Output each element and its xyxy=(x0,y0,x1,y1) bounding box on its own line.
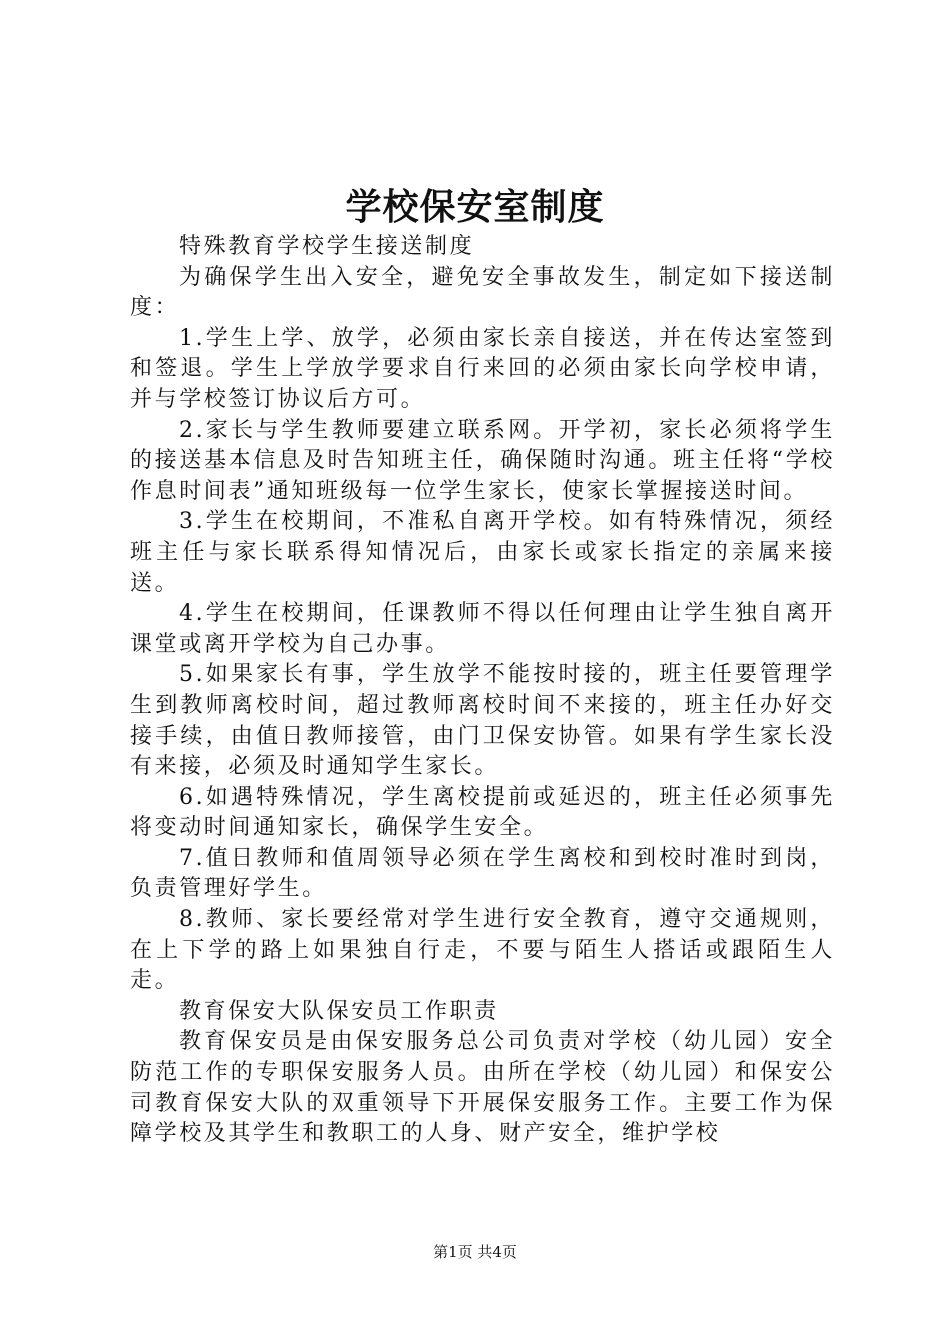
rule-item: 4.学生在校期间，任课教师不得以任何理由让学生独自离开课堂或离开学校为自己办事。 xyxy=(130,601,835,657)
document-body xyxy=(130,232,835,1150)
rule-item: 8.教师、家长要经常对学生进行安全教育，遵守交通规则，在上下学的路上如果独自行走，不要与陌生人搭话或跟陌生人走。 xyxy=(130,907,835,994)
rule-item: 7.值日教师和值周领导必须在学生离校和到校时准时到岗，负责管理好学生。 xyxy=(130,845,835,902)
rule-item: 2.家长与学生教师要建立联系网。开学初，家长必须将学生的接送基本信息及时告知班主任，确保随时沟通。班主任将“学校作息时间表”通知班级每一位学生家长，使家长掌握接送时间。 xyxy=(130,417,835,504)
rule-item: 5.如果家长有事，学生放学不能按时接的，班主任要管理学生到教师离校时间，超过教师离校时间不来接的，班主任办好交接手续，由值日教师接管，由门卫保安协管。如果有学生家长没有来接，必须及时通知学生家长。 xyxy=(130,662,835,780)
document-title: 学校保安室制度 xyxy=(345,187,605,228)
page-footer: 第1页 共4页 xyxy=(433,1243,517,1261)
paragraph: 教育保安员是由保安服务总公司负责对学校（幼儿园）安全防范工作的专职保安服务人员。由所在学校（幼儿园）和保安公司教育保安大队的双重领导下开展保安服务工作。主要工作为保障学校及其学生和教职工的人身、财产安全，维护学校 xyxy=(130,1029,835,1147)
rule-item: 1.学生上学、放学，必须由家长亲自接送，并在传达室签到和签退。学生上学放学要求自行来回的必须由家长向学校申请，并与学校签订协议后方可。 xyxy=(130,325,835,412)
rule-item: 6.如遇特殊情况，学生离校提前或延迟的，班主任必须事先将变动时间通知家长，确保学生安全。 xyxy=(130,784,835,841)
paragraph: 为确保学生出入安全，避免安全事故发生，制定如下接送制度： xyxy=(130,264,835,321)
section-heading: 教育保安大队保安员工作职责 xyxy=(179,998,499,1024)
section-heading: 特殊教育学校学生接送制度 xyxy=(179,234,475,259)
rule-item: 3.学生在校期间，不准私自离开学校。如有特殊情况，须经班主任与家长联系得知情况后，由家长或家长指定的亲属来接送。 xyxy=(130,509,835,596)
